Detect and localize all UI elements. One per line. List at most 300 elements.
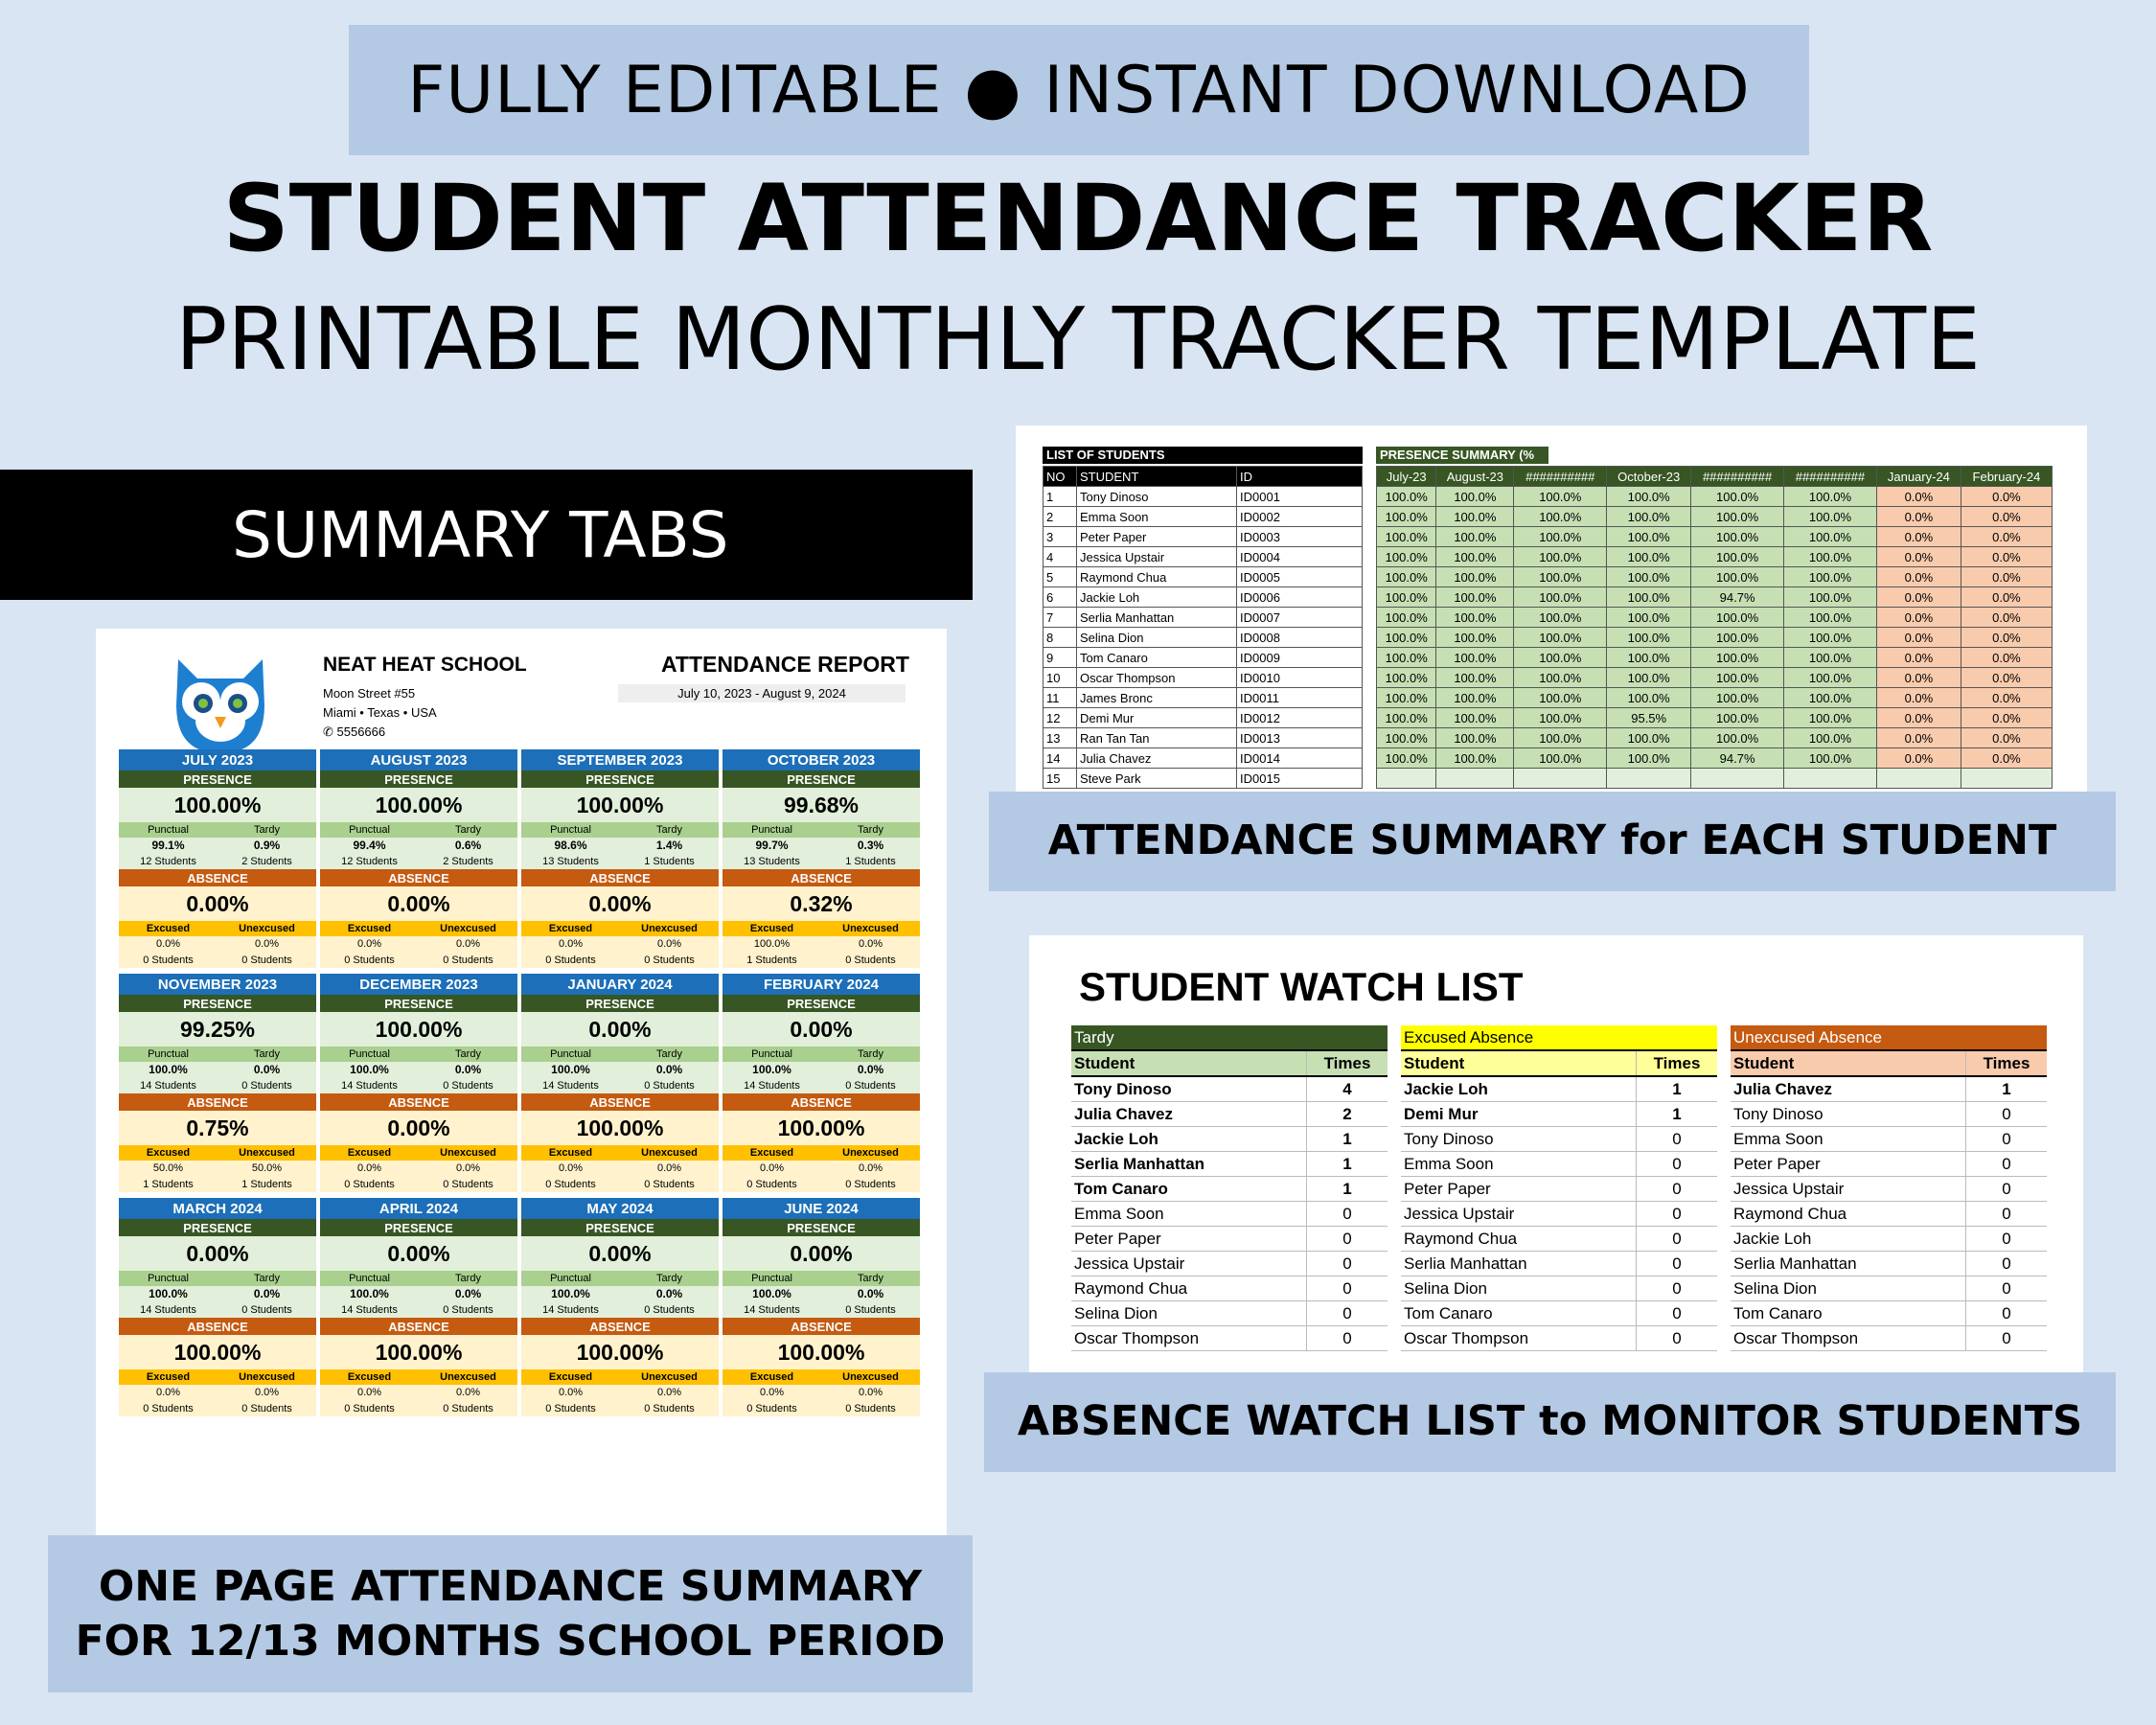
watch-row bbox=[1731, 1177, 2047, 1202]
punctual-tardy-values-right: 0.0% bbox=[655, 1063, 683, 1076]
presence-cell: 100.0% bbox=[1784, 547, 1877, 567]
presence-cell: 100.0% bbox=[1436, 728, 1514, 748]
watch-row bbox=[1731, 1202, 2047, 1227]
presence-cell: 100.0% bbox=[1436, 567, 1514, 587]
presence-cell: 100.0% bbox=[1436, 708, 1514, 728]
absence-value: 100.00% bbox=[521, 1111, 719, 1145]
watch-times: 1 bbox=[1307, 1152, 1388, 1177]
watch-row bbox=[1071, 1252, 1388, 1276]
excused-unexcused-values-right: 0.0% bbox=[656, 1162, 682, 1174]
watch-student: Tom Canaro bbox=[1401, 1301, 1637, 1326]
presence-row bbox=[1377, 648, 2053, 668]
excused-unexcused-values-right: 0.0% bbox=[254, 938, 280, 950]
student-id: ID0007 bbox=[1237, 608, 1363, 628]
student-name: Jessica Upstair bbox=[1077, 547, 1237, 567]
punctual-tardy-labels-right: Tardy bbox=[858, 1048, 883, 1060]
watch-student: Tom Canaro bbox=[1731, 1301, 1966, 1326]
watch-header-row bbox=[1071, 1025, 1388, 1050]
presence-cell: 0.0% bbox=[1961, 487, 2052, 507]
excused-unexcused-values-right: 0.0% bbox=[455, 1162, 481, 1174]
watch-times: 0 bbox=[1637, 1152, 1718, 1177]
excused-unexcused-values bbox=[119, 1385, 316, 1401]
owl-logo-icon bbox=[165, 654, 276, 757]
presence-cell: 100.0% bbox=[1607, 567, 1691, 587]
watch-row bbox=[1731, 1102, 2047, 1127]
presence-cell: 0.0% bbox=[1961, 507, 2052, 527]
punctual-tardy-labels bbox=[119, 822, 316, 838]
punctual-tardy-labels-right: Tardy bbox=[656, 1273, 682, 1284]
absence-label: ABSENCE bbox=[722, 1318, 920, 1335]
presence-cell: 100.0% bbox=[1514, 547, 1607, 567]
presence-cell: 100.0% bbox=[1691, 648, 1784, 668]
excused-unexcused-labels-left: Excused bbox=[749, 1371, 794, 1383]
presence-cell: 100.0% bbox=[1514, 507, 1607, 527]
excused-unexcused-values-left: 0.0% bbox=[356, 1162, 382, 1174]
student-row bbox=[1044, 547, 1363, 567]
punctual-tardy-values bbox=[521, 1062, 719, 1078]
student-no: 4 bbox=[1044, 547, 1077, 567]
punctual-tardy-values-left: 100.0% bbox=[149, 1063, 188, 1076]
excused-unexcused-labels-right: Unexcused bbox=[842, 923, 899, 934]
student-name: James Bronc bbox=[1077, 688, 1237, 708]
presence-label: PRESENCE bbox=[119, 995, 316, 1012]
presence-row bbox=[1377, 668, 2053, 688]
presence-cell: 100.0% bbox=[1436, 628, 1514, 648]
student-name: Ran Tan Tan bbox=[1077, 728, 1237, 748]
watch-student: Raymond Chua bbox=[1401, 1227, 1637, 1252]
excused-unexcused-labels-right: Unexcused bbox=[641, 1371, 698, 1383]
watch-student: Serlia Manhattan bbox=[1071, 1152, 1307, 1177]
excused-unexcused-students-left: 0 Students bbox=[545, 1403, 596, 1414]
excused-unexcused-students-left: 0 Students bbox=[545, 954, 596, 966]
presence-cell: 100.0% bbox=[1436, 527, 1514, 547]
punctual-tardy-values-left: 99.7% bbox=[755, 839, 789, 852]
student-id: ID0002 bbox=[1237, 507, 1363, 527]
student-id: ID0004 bbox=[1237, 547, 1363, 567]
presence-cell: 100.0% bbox=[1607, 527, 1691, 547]
watch-row bbox=[1401, 1326, 1717, 1351]
presence-cell: 100.0% bbox=[1377, 748, 1436, 769]
student-id: ID0014 bbox=[1237, 748, 1363, 769]
watch-category: Tardy bbox=[1071, 1025, 1388, 1050]
absence-value: 100.00% bbox=[119, 1335, 316, 1369]
presence-cell: 100.0% bbox=[1784, 708, 1877, 728]
punctual-tardy-labels-left: Punctual bbox=[349, 1048, 390, 1060]
school-address-2: Miami • Texas • USA bbox=[323, 705, 437, 720]
presence-cell: 0.0% bbox=[1961, 708, 2052, 728]
excused-unexcused-values-right: 0.0% bbox=[858, 938, 883, 950]
excused-unexcused-values bbox=[722, 1161, 920, 1177]
excused-unexcused-students-left: 1 Students bbox=[746, 954, 797, 966]
excused-unexcused-students-right: 0 Students bbox=[241, 954, 292, 966]
presence-cell: 0.0% bbox=[1876, 587, 1961, 608]
punctual-tardy-labels-right: Tardy bbox=[254, 1048, 280, 1060]
excused-unexcused-labels-right: Unexcused bbox=[440, 1147, 496, 1159]
watch-column-row bbox=[1731, 1050, 2047, 1076]
punctual-tardy-values-left: 100.0% bbox=[752, 1063, 791, 1076]
excused-unexcused-students bbox=[521, 1401, 719, 1416]
watch-student: Serlia Manhattan bbox=[1731, 1252, 1966, 1276]
student-id: ID0009 bbox=[1237, 648, 1363, 668]
absence-label: ABSENCE bbox=[722, 869, 920, 886]
month-card bbox=[320, 974, 517, 1192]
punctual-tardy-students-right: 0 Students bbox=[443, 1080, 493, 1092]
punctual-tardy-values bbox=[521, 1286, 719, 1302]
student-no: 2 bbox=[1044, 507, 1077, 527]
excused-absence-table bbox=[1401, 1025, 1717, 1351]
watch-row bbox=[1401, 1076, 1717, 1102]
student-row bbox=[1044, 668, 1363, 688]
student-row bbox=[1044, 748, 1363, 769]
watch-times: 0 bbox=[1307, 1301, 1388, 1326]
student-no: 9 bbox=[1044, 648, 1077, 668]
watch-student: Peter Paper bbox=[1071, 1227, 1307, 1252]
punctual-tardy-students bbox=[119, 1302, 316, 1318]
school-name: NEAT HEAT SCHOOL bbox=[323, 654, 527, 676]
excused-unexcused-values bbox=[119, 1161, 316, 1177]
student-name: Emma Soon bbox=[1077, 507, 1237, 527]
punctual-tardy-students-left: 14 Students bbox=[542, 1304, 599, 1316]
presence-cell: 100.0% bbox=[1377, 708, 1436, 728]
student-name: Julia Chavez bbox=[1077, 748, 1237, 769]
excused-unexcused-labels-left: Excused bbox=[347, 923, 392, 934]
month-grid bbox=[119, 749, 922, 1416]
presence-cell: 0.0% bbox=[1876, 527, 1961, 547]
presence-cell: 100.0% bbox=[1377, 628, 1436, 648]
month-card bbox=[320, 1198, 517, 1416]
punctual-tardy-labels bbox=[320, 1271, 517, 1286]
excused-unexcused-students-left: 0 Students bbox=[344, 954, 395, 966]
presence-value: 0.00% bbox=[722, 1236, 920, 1271]
student-row bbox=[1044, 628, 1363, 648]
watch-row bbox=[1071, 1326, 1388, 1351]
presence-cell: 100.0% bbox=[1691, 547, 1784, 567]
col-month: ########## bbox=[1784, 467, 1877, 487]
watch-times: 0 bbox=[1637, 1301, 1718, 1326]
presence-cell: 100.0% bbox=[1377, 648, 1436, 668]
watch-times: 2 bbox=[1307, 1102, 1388, 1127]
presence-cell: 0.0% bbox=[1961, 748, 2052, 769]
presence-cell bbox=[1607, 769, 1691, 789]
watch-times: 0 bbox=[1966, 1252, 2048, 1276]
punctual-tardy-values-right: 0.0% bbox=[454, 1287, 482, 1300]
punctual-tardy-students bbox=[521, 1078, 719, 1093]
punctual-tardy-labels-right: Tardy bbox=[455, 1273, 481, 1284]
presence-row bbox=[1377, 507, 2053, 527]
watch-times: 0 bbox=[1966, 1202, 2048, 1227]
watch-times: 0 bbox=[1966, 1177, 2048, 1202]
presence-cell: 0.0% bbox=[1961, 587, 2052, 608]
excused-unexcused-values-left: 0.0% bbox=[558, 938, 584, 950]
punctual-tardy-students-left: 14 Students bbox=[140, 1080, 196, 1092]
punctual-tardy-values-right: 0.6% bbox=[454, 839, 482, 852]
presence-cell: 0.0% bbox=[1876, 628, 1961, 648]
punctual-tardy-labels-right: Tardy bbox=[455, 824, 481, 836]
presence-cell: 100.0% bbox=[1784, 527, 1877, 547]
presence-value: 99.25% bbox=[119, 1012, 316, 1046]
watch-times: 0 bbox=[1307, 1276, 1388, 1301]
watch-column-row bbox=[1071, 1050, 1388, 1076]
presence-cell: 100.0% bbox=[1691, 567, 1784, 587]
presence-cell: 100.0% bbox=[1784, 688, 1877, 708]
absence-label: ABSENCE bbox=[320, 1318, 517, 1335]
presence-cell: 100.0% bbox=[1607, 628, 1691, 648]
punctual-tardy-labels bbox=[320, 1046, 517, 1062]
presence-value: 100.00% bbox=[320, 1012, 517, 1046]
punctual-tardy-students bbox=[722, 1302, 920, 1318]
punctual-tardy-values-left: 98.6% bbox=[554, 839, 587, 852]
watch-col-student: Student bbox=[1731, 1050, 1966, 1076]
student-no: 5 bbox=[1044, 567, 1077, 587]
excused-unexcused-values bbox=[521, 1385, 719, 1401]
punctual-tardy-students-left: 14 Students bbox=[140, 1304, 196, 1316]
excused-unexcused-students bbox=[722, 1401, 920, 1416]
presence-cell: 100.0% bbox=[1377, 608, 1436, 628]
excused-unexcused-values-left: 0.0% bbox=[356, 1387, 382, 1398]
watch-times: 0 bbox=[1966, 1301, 2048, 1326]
presence-cell: 0.0% bbox=[1961, 668, 2052, 688]
watch-student: Tom Canaro bbox=[1071, 1177, 1307, 1202]
presence-row bbox=[1377, 567, 2053, 587]
punctual-tardy-students-left: 12 Students bbox=[341, 856, 398, 867]
presence-cell: 100.0% bbox=[1514, 628, 1607, 648]
student-no: 14 bbox=[1044, 748, 1077, 769]
excused-unexcused-values-right: 0.0% bbox=[858, 1162, 883, 1174]
presence-cell: 100.0% bbox=[1784, 748, 1877, 769]
presence-cell: 94.7% bbox=[1691, 748, 1784, 769]
punctual-tardy-labels-left: Punctual bbox=[751, 824, 792, 836]
punctual-tardy-values bbox=[119, 838, 316, 854]
excused-unexcused-labels-right: Unexcused bbox=[239, 923, 295, 934]
absence-label: ABSENCE bbox=[722, 1093, 920, 1111]
caption-report-text: ONE PAGE ATTENDANCE SUMMARY FOR 12/13 MONTHS SCHOOL PERIOD bbox=[75, 1561, 946, 1666]
presence-cell: 100.0% bbox=[1377, 527, 1436, 547]
presence-row bbox=[1377, 628, 2053, 648]
presence-value: 100.00% bbox=[521, 788, 719, 822]
caption-report bbox=[48, 1535, 973, 1692]
excused-unexcused-values-left: 0.0% bbox=[558, 1162, 584, 1174]
punctual-tardy-values-left: 99.1% bbox=[151, 839, 185, 852]
watch-student: Selina Dion bbox=[1401, 1276, 1637, 1301]
watch-times: 0 bbox=[1966, 1326, 2048, 1351]
excused-unexcused-values bbox=[521, 936, 719, 953]
excused-unexcused-labels-right: Unexcused bbox=[641, 923, 698, 934]
presence-cell: 100.0% bbox=[1691, 728, 1784, 748]
presence-cell: 0.0% bbox=[1961, 628, 2052, 648]
presence-cell: 0.0% bbox=[1961, 688, 2052, 708]
punctual-tardy-values bbox=[119, 1062, 316, 1078]
presence-cell: 100.0% bbox=[1377, 547, 1436, 567]
presence-cell: 0.0% bbox=[1961, 648, 2052, 668]
student-id: ID0012 bbox=[1237, 708, 1363, 728]
watch-student: Jackie Loh bbox=[1401, 1076, 1637, 1102]
punctual-tardy-labels bbox=[722, 1046, 920, 1062]
excused-unexcused-students-right: 0 Students bbox=[644, 954, 695, 966]
presence-cell: 0.0% bbox=[1876, 668, 1961, 688]
month-name: MAY 2024 bbox=[521, 1198, 719, 1219]
excused-unexcused-labels bbox=[521, 1369, 719, 1385]
watch-row bbox=[1401, 1252, 1717, 1276]
presence-row bbox=[1377, 728, 2053, 748]
month-name: JUNE 2024 bbox=[722, 1198, 920, 1219]
punctual-tardy-students-right: 0 Students bbox=[443, 1304, 493, 1316]
watch-row bbox=[1731, 1076, 2047, 1102]
student-no: 15 bbox=[1044, 769, 1077, 789]
presence-cell: 100.0% bbox=[1377, 688, 1436, 708]
absence-label: ABSENCE bbox=[320, 1093, 517, 1111]
presence-cell: 100.0% bbox=[1436, 748, 1514, 769]
excused-unexcused-students-right: 0 Students bbox=[845, 954, 896, 966]
excused-unexcused-values-right: 50.0% bbox=[251, 1162, 283, 1174]
presence-cell bbox=[1876, 769, 1961, 789]
presence-cell: 0.0% bbox=[1876, 748, 1961, 769]
presence-cell: 100.0% bbox=[1691, 688, 1784, 708]
presence-cell: 0.0% bbox=[1876, 547, 1961, 567]
month-name: NOVEMBER 2023 bbox=[119, 974, 316, 995]
presence-cell: 100.0% bbox=[1691, 608, 1784, 628]
excused-unexcused-values bbox=[320, 1161, 517, 1177]
excused-unexcused-students bbox=[722, 953, 920, 968]
watch-row bbox=[1731, 1152, 2047, 1177]
watch-row bbox=[1071, 1227, 1388, 1252]
watch-column-row bbox=[1401, 1050, 1717, 1076]
student-id: ID0013 bbox=[1237, 728, 1363, 748]
watch-student: Jessica Upstair bbox=[1401, 1202, 1637, 1227]
watch-row bbox=[1401, 1301, 1717, 1326]
student-id: ID0011 bbox=[1237, 688, 1363, 708]
presence-cell: 100.0% bbox=[1514, 748, 1607, 769]
excused-unexcused-students-right: 0 Students bbox=[443, 1179, 493, 1190]
watch-row bbox=[1401, 1202, 1717, 1227]
excused-unexcused-values bbox=[722, 936, 920, 953]
presence-value: 0.00% bbox=[119, 1236, 316, 1271]
watch-row bbox=[1071, 1152, 1388, 1177]
absence-label: ABSENCE bbox=[521, 1318, 719, 1335]
presence-cell: 100.0% bbox=[1607, 648, 1691, 668]
top-banner: FULLY EDITABLE ● INSTANT DOWNLOAD bbox=[349, 25, 1809, 155]
col-month: January-24 bbox=[1876, 467, 1961, 487]
punctual-tardy-labels bbox=[521, 1271, 719, 1286]
punctual-tardy-values-left: 100.0% bbox=[551, 1287, 590, 1300]
presence-cell: 100.0% bbox=[1514, 567, 1607, 587]
punctual-tardy-students-left: 14 Students bbox=[744, 1304, 800, 1316]
watch-col-times: Times bbox=[1307, 1050, 1388, 1076]
watch-category: Unexcused Absence bbox=[1731, 1025, 2047, 1050]
watch-row bbox=[1731, 1227, 2047, 1252]
excused-unexcused-values bbox=[722, 1385, 920, 1401]
punctual-tardy-values-left: 100.0% bbox=[350, 1287, 389, 1300]
excused-unexcused-students bbox=[320, 1401, 517, 1416]
excused-unexcused-values-left: 0.0% bbox=[356, 938, 382, 950]
excused-unexcused-students-right: 1 Students bbox=[241, 1179, 292, 1190]
punctual-tardy-students bbox=[722, 854, 920, 869]
presence-cell: 0.0% bbox=[1876, 688, 1961, 708]
month-name: AUGUST 2023 bbox=[320, 749, 517, 770]
presence-cell: 100.0% bbox=[1607, 748, 1691, 769]
presence-cell: 0.0% bbox=[1876, 708, 1961, 728]
punctual-tardy-values bbox=[521, 838, 719, 854]
excused-unexcused-values-right: 0.0% bbox=[656, 938, 682, 950]
excused-unexcused-labels bbox=[119, 921, 316, 936]
student-no: 13 bbox=[1044, 728, 1077, 748]
excused-unexcused-labels bbox=[320, 1369, 517, 1385]
watch-times: 0 bbox=[1637, 1127, 1718, 1152]
watch-times: 0 bbox=[1966, 1276, 2048, 1301]
presence-cell: 100.0% bbox=[1514, 708, 1607, 728]
excused-unexcused-values-right: 0.0% bbox=[656, 1387, 682, 1398]
punctual-tardy-labels-right: Tardy bbox=[858, 824, 883, 836]
excused-unexcused-labels-left: Excused bbox=[749, 923, 794, 934]
month-name: MARCH 2024 bbox=[119, 1198, 316, 1219]
punctual-tardy-students-right: 0 Students bbox=[644, 1080, 695, 1092]
watch-header-row bbox=[1731, 1025, 2047, 1050]
presence-summary-sheet bbox=[1016, 426, 2087, 792]
punctual-tardy-values bbox=[722, 1062, 920, 1078]
presence-cell: 100.0% bbox=[1436, 608, 1514, 628]
watch-times: 1 bbox=[1966, 1076, 2048, 1102]
punctual-tardy-labels-right: Tardy bbox=[254, 824, 280, 836]
presence-cell: 100.0% bbox=[1607, 547, 1691, 567]
presence-cell: 100.0% bbox=[1514, 608, 1607, 628]
watch-col-times: Times bbox=[1966, 1050, 2048, 1076]
watch-row bbox=[1401, 1227, 1717, 1252]
presence-cell: 100.0% bbox=[1607, 507, 1691, 527]
absence-value: 0.00% bbox=[521, 886, 719, 921]
presence-cell: 0.0% bbox=[1876, 648, 1961, 668]
presence-cell: 0.0% bbox=[1961, 608, 2052, 628]
excused-unexcused-students-left: 0 Students bbox=[143, 1403, 194, 1414]
presence-cell: 100.0% bbox=[1607, 728, 1691, 748]
absence-value: 0.00% bbox=[119, 886, 316, 921]
student-name: Oscar Thompson bbox=[1077, 668, 1237, 688]
watch-times: 0 bbox=[1637, 1252, 1718, 1276]
punctual-tardy-students-left: 14 Students bbox=[744, 1080, 800, 1092]
punctual-tardy-values-right: 0.0% bbox=[857, 1287, 884, 1300]
presence-cell: 100.0% bbox=[1514, 487, 1607, 507]
punctual-tardy-students bbox=[320, 1302, 517, 1318]
student-row bbox=[1044, 608, 1363, 628]
student-row bbox=[1044, 769, 1363, 789]
presence-cell: 100.0% bbox=[1436, 688, 1514, 708]
presence-row bbox=[1377, 688, 2053, 708]
punctual-tardy-students-right: 2 Students bbox=[241, 856, 292, 867]
report-title: ATTENDANCE REPORT bbox=[661, 652, 909, 677]
punctual-tardy-values bbox=[119, 1286, 316, 1302]
student-name: Jackie Loh bbox=[1077, 587, 1237, 608]
excused-unexcused-labels-left: Excused bbox=[749, 1147, 794, 1159]
watch-times: 0 bbox=[1307, 1326, 1388, 1351]
student-row bbox=[1044, 728, 1363, 748]
school-phone: ✆ 5556666 bbox=[323, 724, 386, 739]
presence-cell: 100.0% bbox=[1436, 487, 1514, 507]
excused-unexcused-students bbox=[320, 953, 517, 968]
punctual-tardy-students bbox=[320, 1078, 517, 1093]
excused-unexcused-students-right: 0 Students bbox=[443, 1403, 493, 1414]
presence-cell: 100.0% bbox=[1691, 668, 1784, 688]
student-no: 1 bbox=[1044, 487, 1077, 507]
punctual-tardy-values-right: 0.3% bbox=[857, 839, 884, 852]
excused-unexcused-values bbox=[320, 936, 517, 953]
watch-times: 0 bbox=[1966, 1127, 2048, 1152]
presence-cell: 100.0% bbox=[1436, 547, 1514, 567]
absence-label: ABSENCE bbox=[521, 869, 719, 886]
presence-row bbox=[1377, 608, 2053, 628]
month-card bbox=[722, 749, 920, 968]
excused-unexcused-values-left: 0.0% bbox=[558, 1387, 584, 1398]
presence-cell: 95.5% bbox=[1607, 708, 1691, 728]
presence-cell: 100.0% bbox=[1691, 628, 1784, 648]
punctual-tardy-values bbox=[722, 838, 920, 854]
